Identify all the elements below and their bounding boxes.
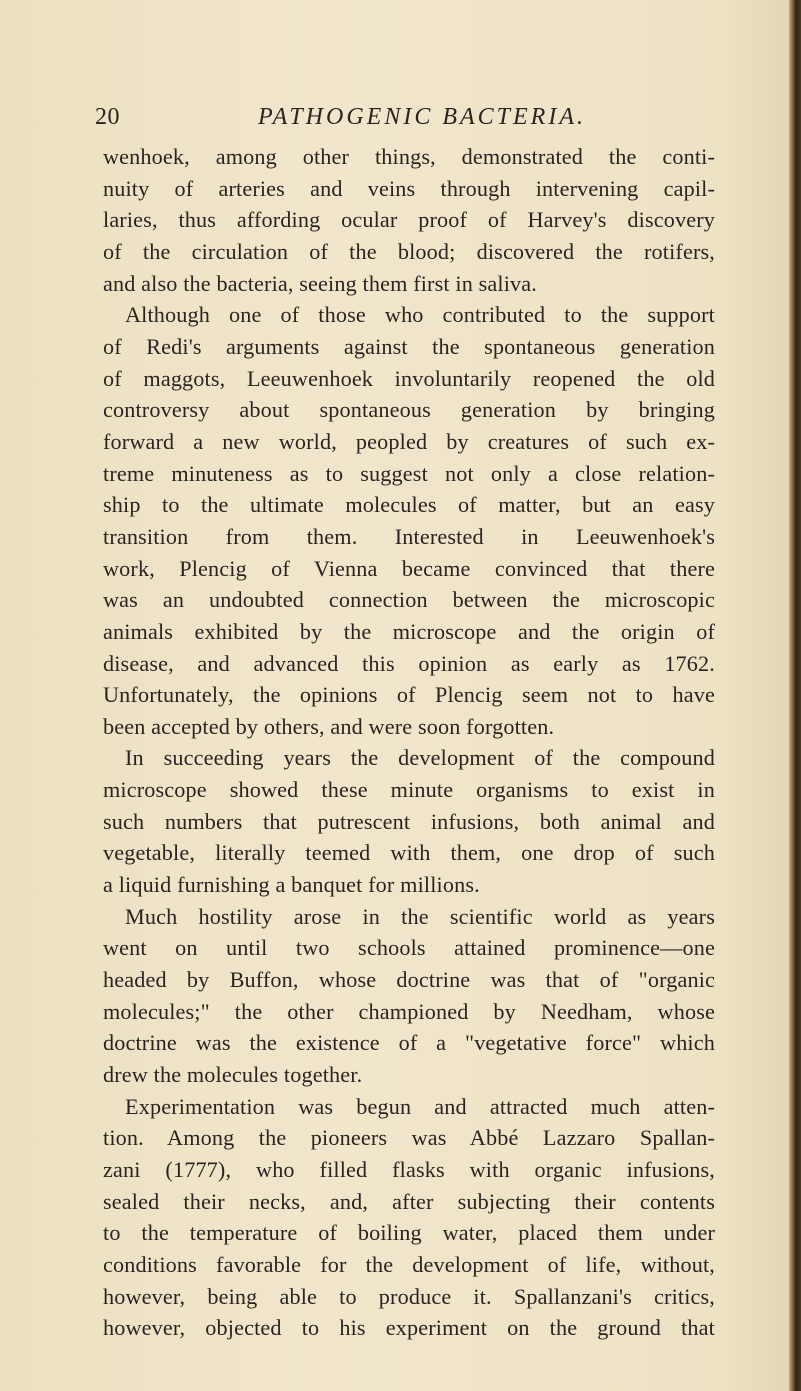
text-line: forward a new world, peopled by creatures of such ex- [103, 428, 715, 454]
text-line: laries, thus affording ocular proof of Harvey's discovery [103, 207, 715, 233]
text-line: went on until two schools attained prominence—one [103, 935, 715, 961]
text-line: animals exhibited by the microscope and the origin of [103, 618, 715, 644]
text-line: and also the bacteria, seeing them first in saliva. [103, 270, 538, 296]
text-line: microscope showed these minute organisms to exist in [103, 777, 715, 803]
text-line: tion. Among the pioneers was Abbé Lazzaro Spallan- [103, 1125, 715, 1151]
running-head: PATHOGENIC BACTERIA. [258, 104, 586, 130]
text-line: molecules;" the other championed by Needham, whose [103, 998, 715, 1024]
text-line: zani (1777), who filled flasks with organic infusions, [103, 1157, 715, 1182]
text-line: was an undoubted connection between the microscopic [103, 587, 715, 613]
page-binding-edge [789, 0, 801, 1391]
text-line: treme minuteness as to suggest not only a close relation- [103, 460, 715, 486]
text-line: transition from them. Interested in Leeuwenhoek's [103, 523, 715, 549]
text-line: of Redi's arguments against the spontaneous generation [103, 333, 715, 359]
text-line: Experimentation was begun and attracted much atten- [125, 1093, 715, 1119]
text-line: drew the molecules together. [103, 1062, 363, 1088]
text-line: sealed their necks, and, after subjecting their contents [103, 1188, 715, 1214]
text-line: vegetable, literally teemed with them, one drop of such [103, 840, 715, 866]
text-line: disease, and advanced this opinion as early as 1762. [103, 650, 715, 676]
text-line: of the circulation of the blood; discovered the rotifers, [103, 238, 715, 264]
text-line: ship to the ultimate molecules of matter, but an easy [103, 492, 715, 518]
text-line: such numbers that putrescent infusions, both animal and [103, 808, 715, 834]
text-line: work, Plencig of Vienna became convinced that there [103, 555, 715, 581]
text-line: In succeeding years the development of the compound [125, 745, 715, 771]
text-line: a liquid furnishing a banquet for millions. [103, 872, 480, 898]
text-line: wenhoek, among other things, demonstrated the conti- [103, 144, 715, 169]
text-line: controversy about spontaneous generation by bringing [103, 397, 715, 423]
text-line: of maggots, Leeuwenhoek involuntarily reopened the old [103, 365, 715, 391]
text-line: Unfortunately, the opinions of Plencig seem not to have [103, 682, 715, 708]
text-line: conditions favorable for the development of life, without, [103, 1251, 715, 1277]
text-line: to the temperature of boiling water, placed them under [103, 1220, 715, 1246]
text-line: Much hostility arose in the scientific world as years [125, 903, 715, 929]
body-text [103, 141, 715, 1344]
text-line: however, being able to produce it. Spallanzani's critics, [103, 1283, 715, 1309]
text-line: doctrine was the existence of a "vegetative force" which [103, 1030, 715, 1056]
text-line: Although one of those who contributed to the support [125, 302, 715, 328]
text-line: headed by Buffon, whose doctrine was that of "organic [103, 967, 715, 993]
text-line: however, objected to his experiment on the ground that [103, 1315, 715, 1341]
text-line: been accepted by others, and were soon forgotten. [103, 713, 555, 739]
page-number: 20 [95, 104, 120, 130]
text-line: nuity of arteries and veins through intervening capil- [103, 175, 715, 201]
